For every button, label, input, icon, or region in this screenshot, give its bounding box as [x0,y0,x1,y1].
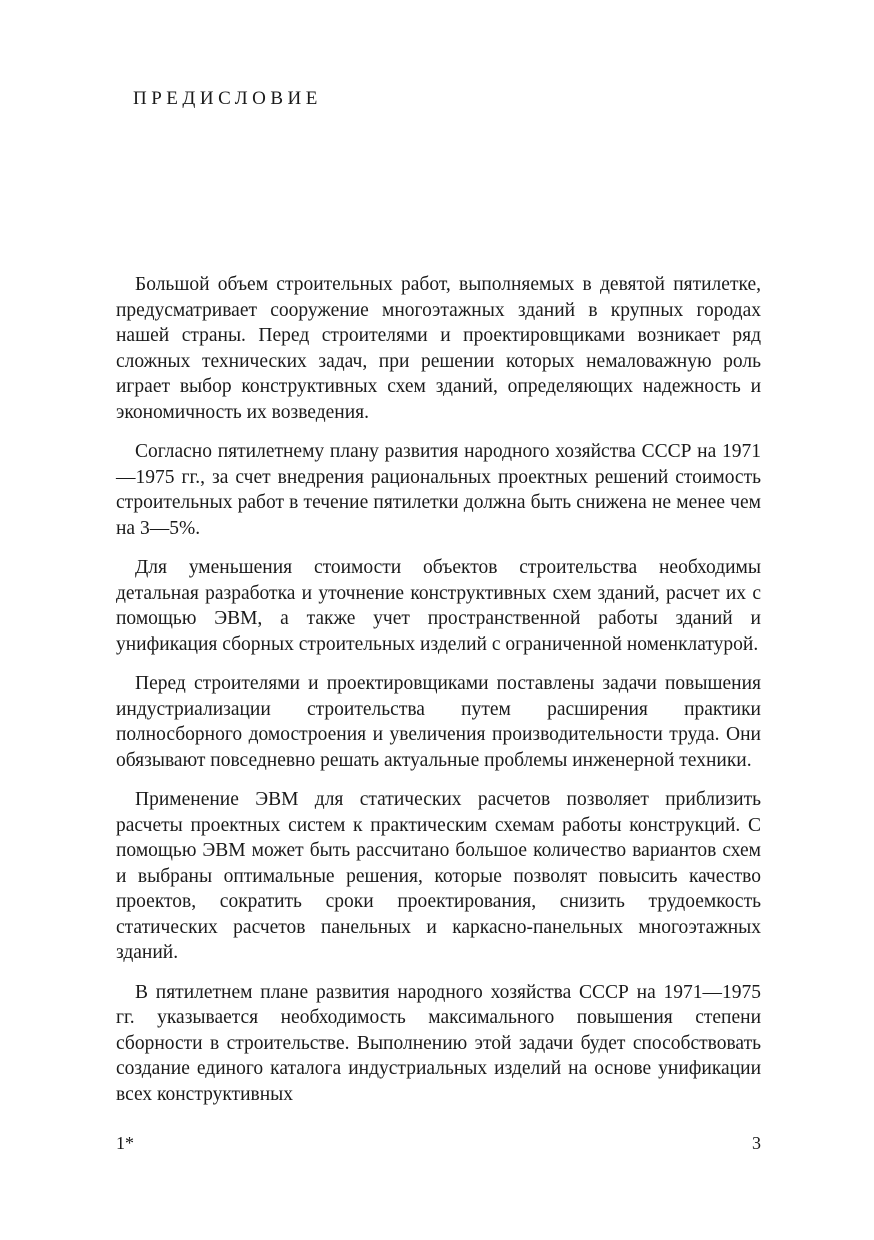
paragraph-4: Перед строителями и проектировщиками поставлены задачи повышения индустриализации строительства путем расширения практики полносборного домостроения и увеличения производительности труда. Они обязывают повседневно решать актуальные проблемы инженерной техники. [116,673,761,771]
page-title: ПРЕДИСЛОВИЕ [133,88,322,109]
signature-mark: 1* [116,1133,134,1153]
paragraph-5: Применение ЭВМ для статических расчетов позволяет приблизить расчеты проектных систем к практическим схемам работы конструкций. С помощью ЭВМ может быть рассчитано большое количество вариантов схем и выбраны оптимальные решения, которые позволят повысить качество проектов, сократить сроки проектирования, снизить трудоемкость статических расчетов панельных и каркасно-панельных многоэтажных зданий. [116,789,761,963]
page-number: 3 [752,1133,761,1153]
paragraph-3: Для уменьшения стоимости объектов строительства необходимы детальная разработка и уточнение конструктивных схем зданий, расчет их с помощью ЭВМ, а также учет пространственной работы зданий и унификация сборных строительных изделий с ограниченной номенклатурой. [116,557,761,655]
page-footer [116,1133,761,1157]
body-text [116,272,761,1107]
paragraph-1: Большой объем строительных работ, выполняемых в девятой пятилетке, предусматривает сооружение многоэтажных зданий в крупных городах нашей страны. Перед строителями и проектировщиками возникает ряд сложных технических задач, при решении которых немаловажную роль играет выбор конструктивных схем зданий, определяющих надежность и экономичность их возведения. [116,274,761,423]
paragraph-6: В пятилетнем плане развития народного хозяйства СССР на 1971—1975 гг. указывается необходимость максимального повышения степени сборности в строительстве. Выполнению этой задачи будет способствовать создание единого каталога индустриальных изделий на основе унификации всех конструктивных [116,981,761,1105]
paragraph-2: Согласно пятилетнему плану развития народного хозяйства СССР на 1971—1975 гг., за счет внедрения рациональных проектных решений стоимость строительных работ в течение пятилетки должна быть снижена не менее чем на 3—5%. [116,441,761,539]
